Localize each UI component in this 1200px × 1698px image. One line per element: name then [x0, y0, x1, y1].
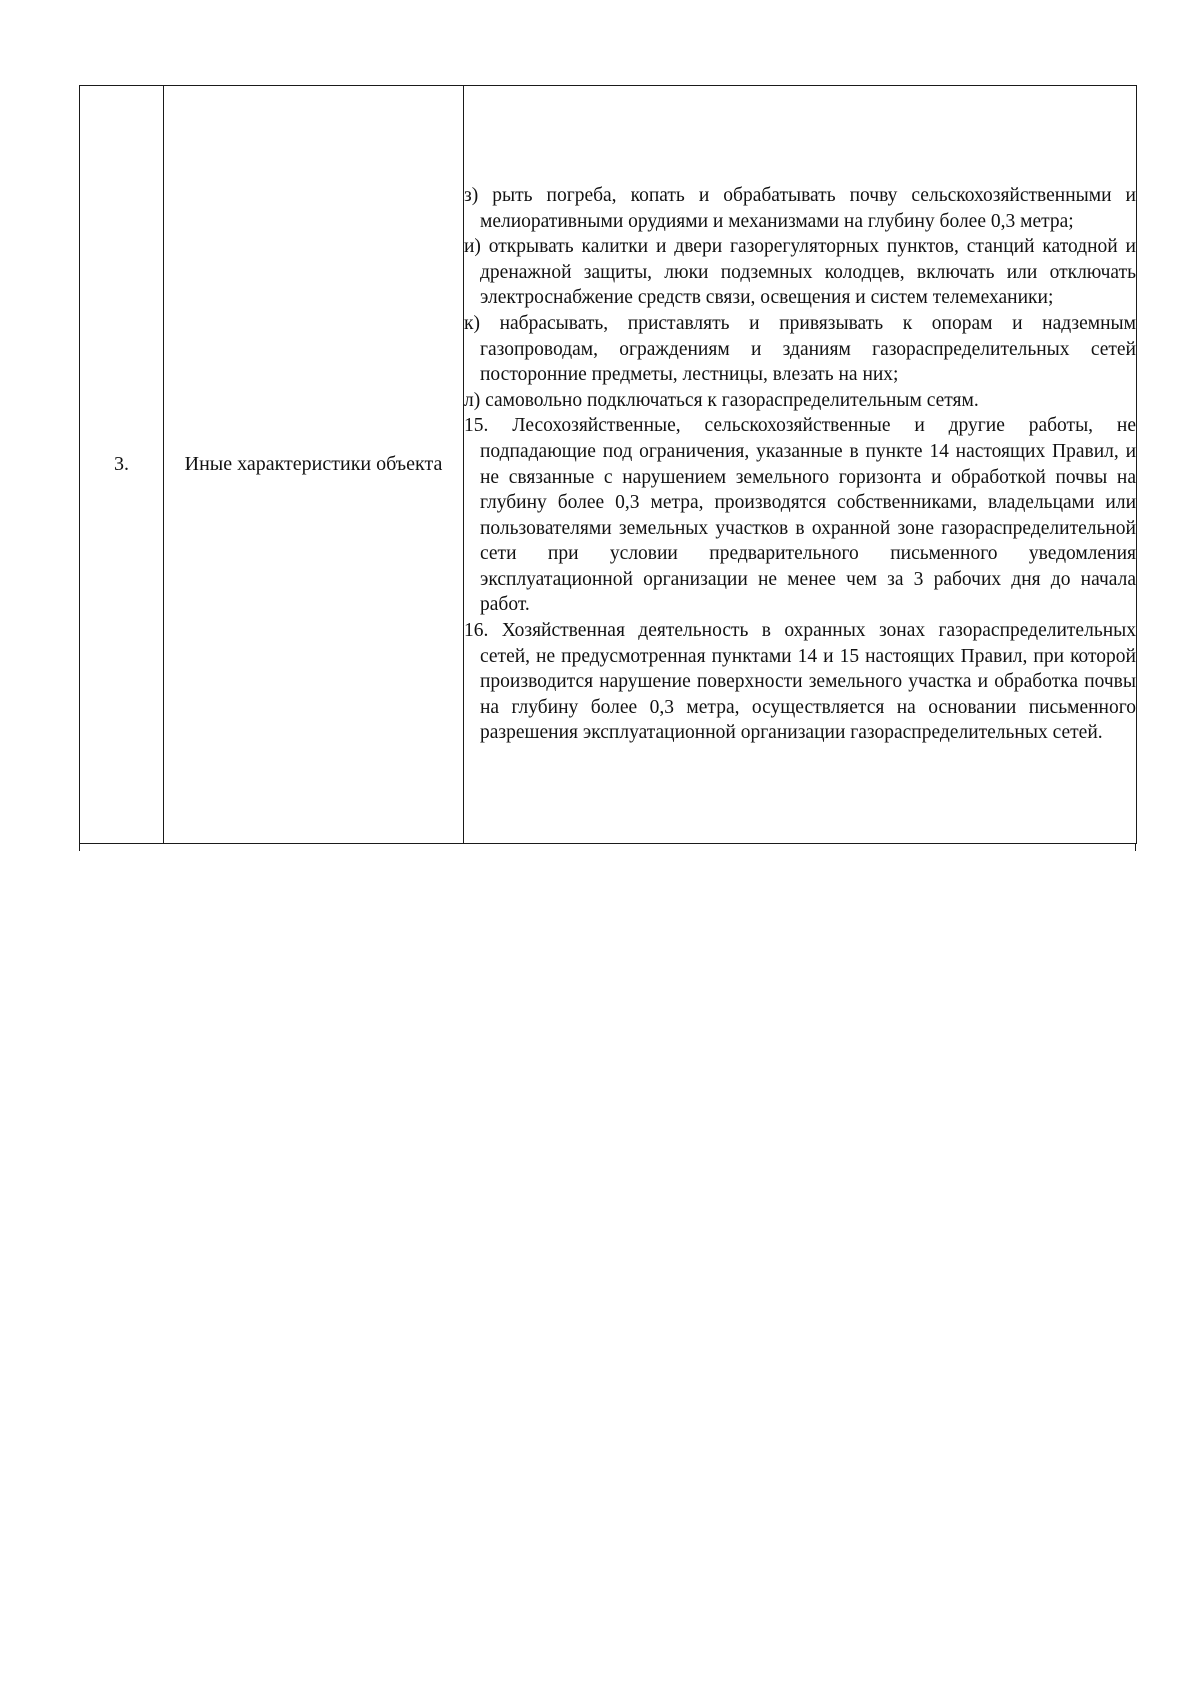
table-continuation-tick [1135, 843, 1136, 851]
list-item: 16. Хозяйственная деятельность в охранных зонах газораспределительных сетей, не предусмотренная пунктами 14 и 15 настоящих Правил, при которой производится нарушение поверхности земельного участка и обработка почвы на глубину более 0,3 метра, осуществляется на основании письменного разрешения эксплуатационной организации газораспределительных сетей. [464, 620, 1136, 744]
row-value [464, 86, 1137, 844]
table-row [80, 86, 1137, 844]
table-continuation-tick [79, 843, 80, 851]
characteristics-table [79, 85, 1137, 844]
list-item: и) открывать калитки и двери газорегуляторных пунктов, станций катодной и дренажной защиты, люки подземных колодцев, включать или отключать электроснабжение средств связи, освещения и систем телемеханики; [464, 236, 1136, 309]
row-number: 3. [80, 86, 164, 844]
row-name: Иные характеристики объекта [164, 86, 464, 844]
list-item: к) набрасывать, приставлять и привязывать к опорам и надземным газопроводам, ограждениям и зданиям газораспределительных сетей посторонние предметы, лестницы, влезать на них; [464, 312, 1136, 386]
list-item: 15. Лесохозяйственные, сельскохозяйственные и другие работы, не подпадающие под ограничения, указанные в пункте 14 настоящих Правил, и не связанные с нарушением земельного горизонта и обработкой почвы на глубину более 0,3 метра, производятся собственниками, владельцами или пользователями земельных участков в охранной зоне газораспределительной сети при условии предварительного письменного уведомления эксплуатационной организации не менее чем за 3 рабочих дня до начала работ. [464, 415, 1136, 616]
list-item: л) самовольно подключаться к газораспределительным сетям. [464, 389, 979, 411]
list-item: з) рыть погреба, копать и обрабатывать почву сельскохозяйственными и мелиоративными орудиями и механизмами на глубину более 0,3 метра; [464, 184, 1136, 232]
